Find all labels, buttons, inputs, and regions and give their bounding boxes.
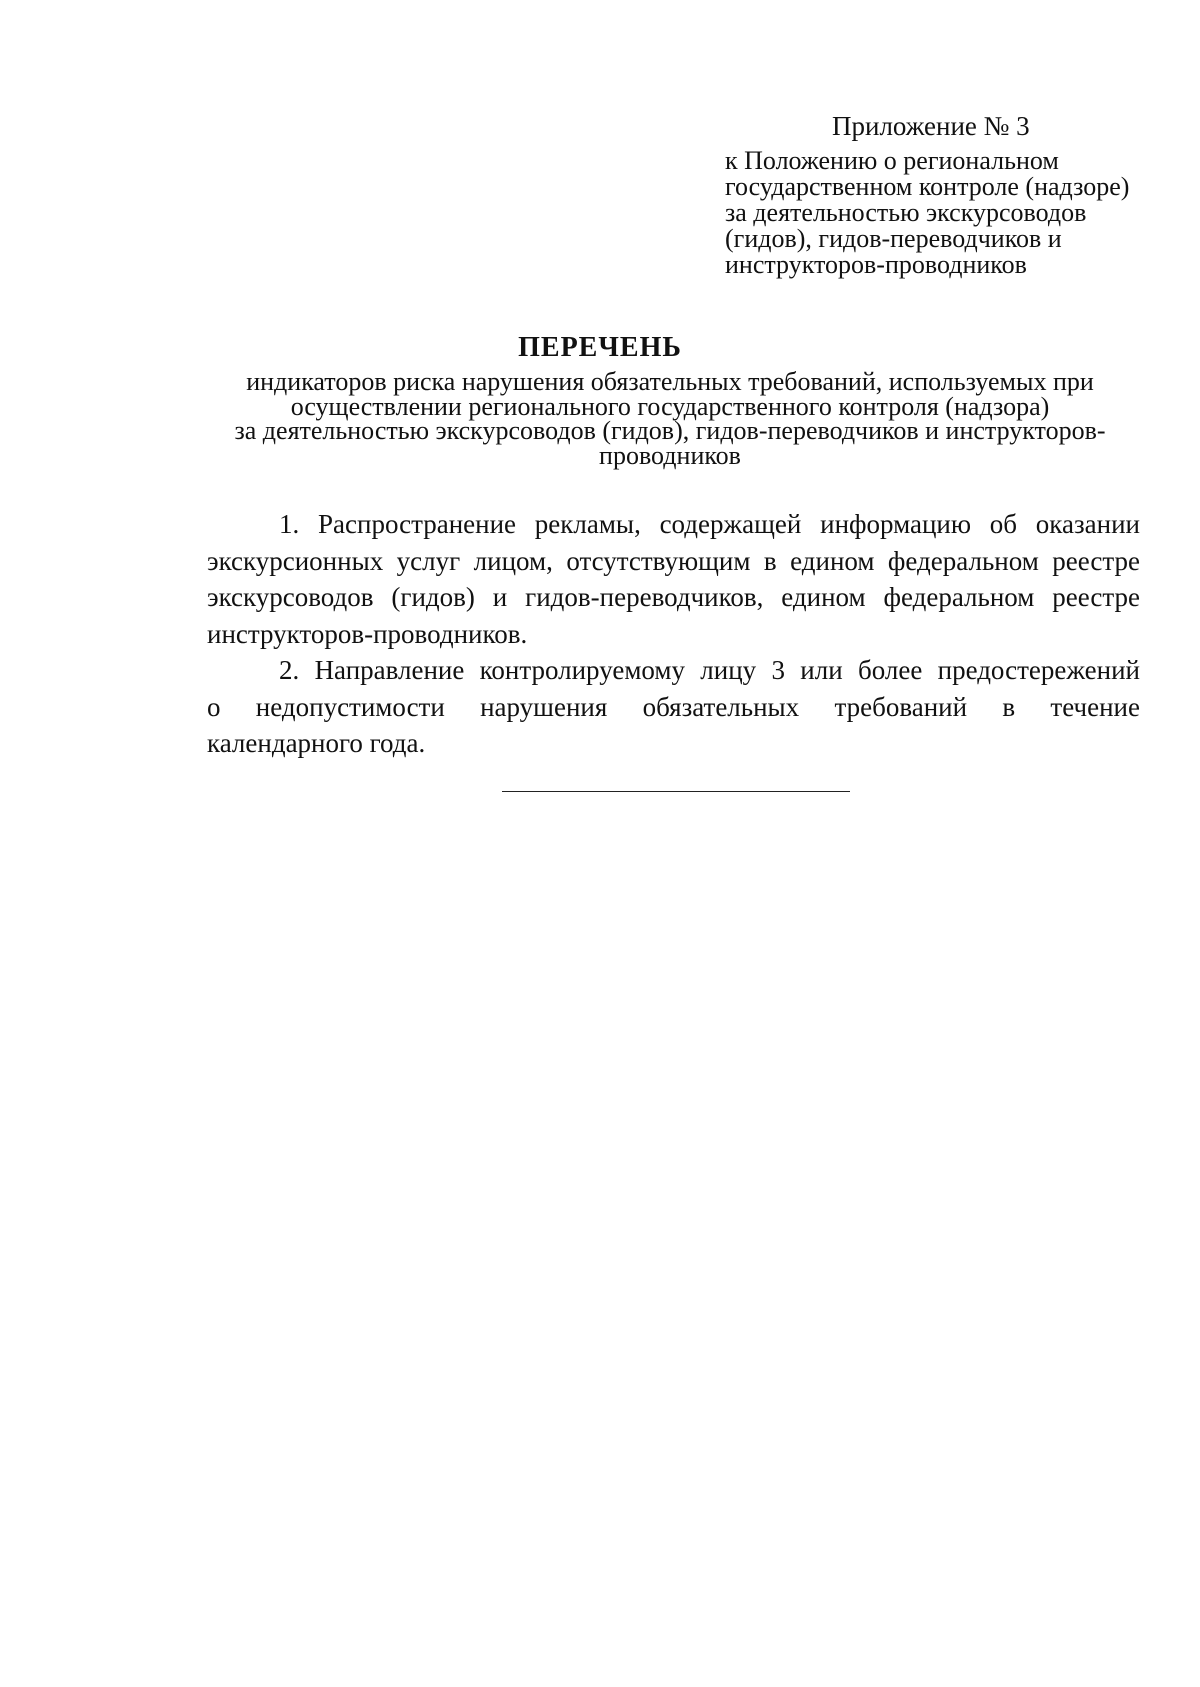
subtitle-line: проводников	[599, 440, 741, 470]
appendix-reference-line: (гидов), гидов-переводчиков и	[725, 224, 1062, 253]
appendix-reference-line: государственном контроле (надзоре)	[725, 172, 1130, 201]
appendix-reference-line: инструкторов-проводников	[725, 250, 1027, 279]
subtitle-line: осуществлении регионального государственного контроля (надзора)	[290, 391, 1050, 421]
list-item-line: 2. Направление контролируемому лицу 3 или более предостережений	[279, 655, 1140, 685]
appendix-reference-line: к Положению о региональном	[725, 146, 1059, 175]
list-item-line: экскурсионных услуг лицом, отсутствующим в едином федеральном реестре	[207, 545, 1140, 576]
indicator-list	[207, 506, 1140, 762]
list-item-line: о недопустимости нарушения обязательных требований в течение	[207, 691, 1140, 722]
appendix-reference	[725, 148, 1145, 278]
document-title: ПЕРЕЧЕНЬ	[518, 332, 682, 363]
list-item	[207, 652, 1140, 762]
appendix-reference-line: за деятельностью экскурсоводов	[725, 198, 1087, 227]
subtitle-line: индикаторов риска нарушения обязательных требований, используемых при	[246, 367, 1094, 396]
list-item-line: 1. Распространение рекламы, содержащей информацию об оказании	[279, 509, 1140, 539]
list-item-line: календарного года.	[207, 728, 426, 758]
subtitle-line: за деятельностью экскурсоводов (гидов), гидов-переводчиков и инструкторов-	[234, 416, 1106, 445]
end-divider	[502, 791, 850, 792]
list-item	[207, 506, 1140, 652]
document-subtitle	[200, 367, 1140, 470]
appendix-number: Приложение № 3	[832, 111, 1030, 141]
list-item-line: экскурсоводов (гидов) и гидов-переводчиков, едином федеральном реестре	[207, 582, 1140, 612]
list-item-line: инструкторов-проводников.	[207, 618, 528, 649]
